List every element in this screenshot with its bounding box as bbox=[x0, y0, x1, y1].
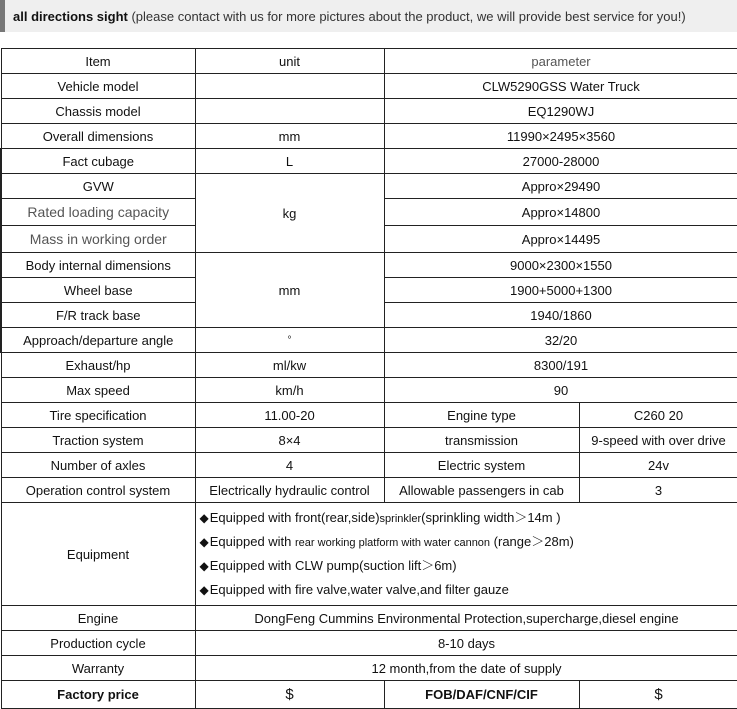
table-row bbox=[1, 403, 737, 428]
weight-unit: kg bbox=[195, 174, 384, 253]
row-label: Equipment bbox=[1, 503, 195, 606]
table-row bbox=[1, 631, 737, 656]
row-label: Tire specification bbox=[1, 403, 195, 428]
row-value: Appro×14495 bbox=[384, 226, 737, 253]
row-value: Electrically hydraulic control bbox=[195, 478, 384, 503]
table-row bbox=[1, 49, 737, 74]
row-value: EQ1290WJ bbox=[384, 99, 737, 124]
row-value-2: 9-speed with over drive bbox=[579, 428, 737, 453]
row-value: 8×4 bbox=[195, 428, 384, 453]
diamond-bullet-icon: ◆ bbox=[199, 583, 209, 597]
row-label: Operation control system bbox=[1, 478, 195, 503]
diamond-bullet-icon: ◆ bbox=[199, 535, 209, 549]
row-value: 4 bbox=[195, 453, 384, 478]
table-row bbox=[1, 149, 737, 174]
row-unit bbox=[195, 99, 384, 124]
banner-title: all directions sight bbox=[13, 9, 128, 24]
factory-price-label: Factory price bbox=[1, 681, 195, 709]
row-unit: ml/kw bbox=[195, 353, 384, 378]
row-value: Appro×29490 bbox=[384, 174, 737, 199]
row-label: F/R track base bbox=[1, 303, 195, 328]
row-value: 11990×2495×3560 bbox=[384, 124, 737, 149]
row-label: Body internal dimensions bbox=[1, 253, 195, 278]
row-label: Mass in working order bbox=[1, 226, 195, 253]
table-row bbox=[1, 478, 737, 503]
row-value: CLW5290GSS Water Truck bbox=[384, 74, 737, 99]
row-value: 8-10 days bbox=[195, 631, 737, 656]
price-value: $ bbox=[195, 681, 384, 709]
spec-table bbox=[0, 48, 737, 709]
row-label: Overall dimensions bbox=[1, 124, 195, 149]
list-item: ◆Equipped with rear working platform with water cannon (range＞28m) bbox=[199, 534, 574, 549]
table-row bbox=[1, 453, 737, 478]
table-row bbox=[1, 328, 737, 353]
row-label: Production cycle bbox=[1, 631, 195, 656]
row-label: Traction system bbox=[1, 428, 195, 453]
row-value: 32/20 bbox=[384, 328, 737, 353]
list-item: ◆Equipped with front(rear,side)sprinkler(sprinkling width＞14m ) bbox=[199, 510, 561, 525]
table-row bbox=[1, 378, 737, 403]
row-label: Max speed bbox=[1, 378, 195, 403]
row-value-2: 24v bbox=[579, 453, 737, 478]
section-banner bbox=[0, 0, 737, 32]
table-row bbox=[1, 681, 737, 709]
size-unit: mm bbox=[195, 253, 384, 328]
banner-text bbox=[13, 9, 686, 24]
table-row bbox=[1, 74, 737, 99]
table-row bbox=[1, 253, 737, 278]
table-row bbox=[1, 99, 737, 124]
row-unit: ° bbox=[195, 328, 384, 353]
table-row bbox=[1, 124, 737, 149]
row-value: 8300/191 bbox=[384, 353, 737, 378]
row-label: Wheel base bbox=[1, 278, 195, 303]
row-label-2: Electric system bbox=[384, 453, 579, 478]
row-unit: L bbox=[195, 149, 384, 174]
row-label: Fact cubage bbox=[1, 149, 195, 174]
row-value-2: 3 bbox=[579, 478, 737, 503]
row-value: DongFeng Cummins Environmental Protection,supercharge,diesel engine bbox=[195, 606, 737, 631]
row-label-2: Engine type bbox=[384, 403, 579, 428]
row-label: Exhaust/hp bbox=[1, 353, 195, 378]
row-value: Appro×14800 bbox=[384, 199, 737, 226]
price-value-2: $ bbox=[579, 681, 737, 709]
row-value-2: C260 20 bbox=[579, 403, 737, 428]
equipment-list bbox=[195, 503, 737, 606]
row-value: 11.00-20 bbox=[195, 403, 384, 428]
row-label: Warranty bbox=[1, 656, 195, 681]
row-value: 9000×2300×1550 bbox=[384, 253, 737, 278]
row-label: Engine bbox=[1, 606, 195, 631]
table-row bbox=[1, 503, 737, 606]
table-row bbox=[1, 656, 737, 681]
header-item: Item bbox=[1, 49, 195, 74]
row-unit: km/h bbox=[195, 378, 384, 403]
list-item: ◆Equipped with fire valve,water valve,and filter gauze bbox=[199, 582, 509, 597]
table-row bbox=[1, 174, 737, 199]
table-row bbox=[1, 606, 737, 631]
row-label: GVW bbox=[1, 174, 195, 199]
list-item: ◆Equipped with CLW pump(suction lift＞6m) bbox=[199, 558, 457, 573]
table-row bbox=[1, 428, 737, 453]
row-label: Rated loading capacity bbox=[1, 199, 195, 226]
row-unit: mm bbox=[195, 124, 384, 149]
table-row bbox=[1, 353, 737, 378]
row-value: 12 month,from the date of supply bbox=[195, 656, 737, 681]
banner-note: (please contact with us for more pictures about the product, we will provide best service for you!) bbox=[127, 9, 686, 24]
price-terms: FOB/DAF/CNF/CIF bbox=[384, 681, 579, 709]
row-label: Approach/departure angle bbox=[1, 328, 195, 353]
row-unit bbox=[195, 74, 384, 99]
row-label-2: transmission bbox=[384, 428, 579, 453]
header-unit: unit bbox=[195, 49, 384, 74]
diamond-bullet-icon: ◆ bbox=[199, 511, 209, 525]
header-parameter: parameter bbox=[384, 49, 737, 74]
row-value: 27000-28000 bbox=[384, 149, 737, 174]
row-value: 1900+5000+1300 bbox=[384, 278, 737, 303]
row-label-2: Allowable passengers in cab bbox=[384, 478, 579, 503]
row-label: Chassis model bbox=[1, 99, 195, 124]
row-label: Number of axles bbox=[1, 453, 195, 478]
row-value: 90 bbox=[384, 378, 737, 403]
row-value: 1940/1860 bbox=[384, 303, 737, 328]
diamond-bullet-icon: ◆ bbox=[199, 559, 209, 573]
row-label: Vehicle model bbox=[1, 74, 195, 99]
